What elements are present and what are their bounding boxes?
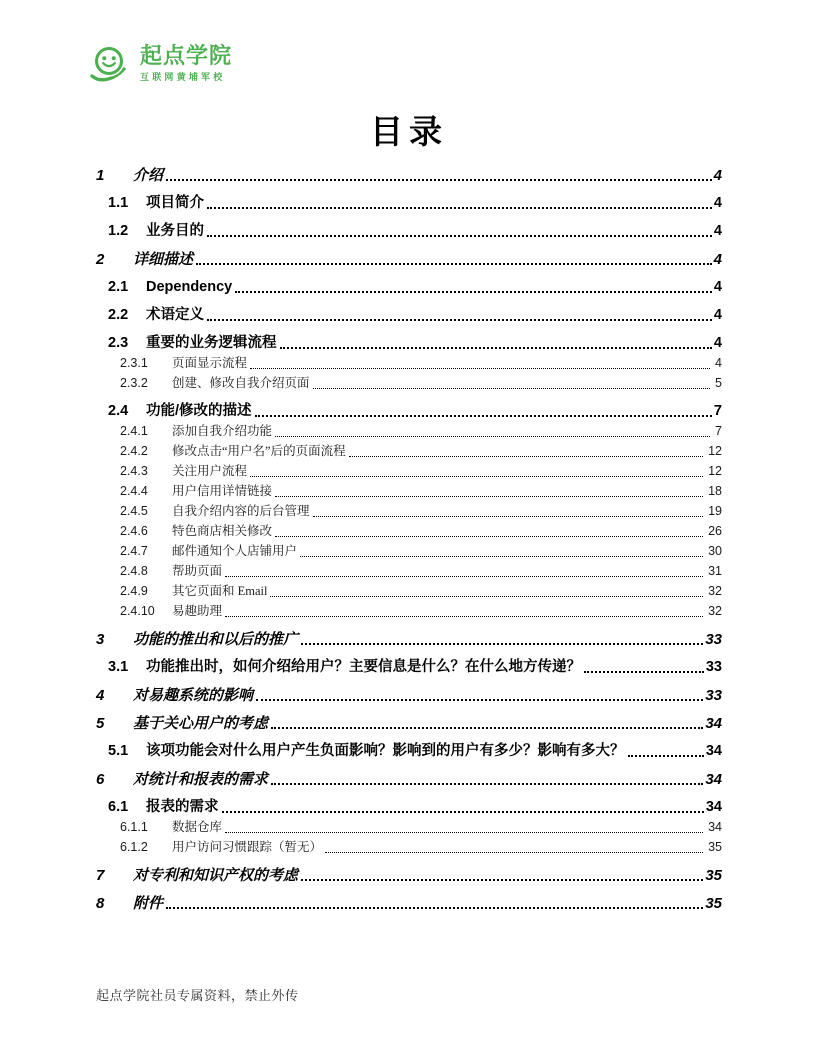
toc-entry-label: 基于关心用户的考虑: [133, 715, 269, 732]
toc-entry-number: 2.2: [108, 307, 129, 323]
toc-entry[interactable]: [96, 839, 722, 856]
toc-entry-page: 34: [705, 743, 722, 759]
dotted-leader: [225, 832, 703, 833]
dotted-leader: [250, 476, 703, 477]
dotted-leader: [275, 436, 710, 437]
toc-entry-label: 该项功能会对什么用户产生负面影响？影响到的用户有多少？影响有多大？: [146, 743, 625, 759]
toc-entry[interactable]: [96, 403, 722, 420]
toc-entry[interactable]: [96, 603, 722, 620]
toc-entry-label: 其它页面和 Email: [172, 584, 268, 598]
toc-entry-label: 用户信用详情链接: [172, 484, 273, 498]
toc-entry-label: 重要的业务逻辑流程: [146, 335, 277, 351]
toc-entry-label: 创建、修改自我介绍页面: [172, 376, 310, 390]
dotted-leader: [235, 291, 712, 293]
dotted-leader: [166, 907, 703, 909]
toc-entry[interactable]: [96, 687, 722, 704]
toc-entry[interactable]: [96, 195, 722, 212]
toc-entry-page: 7: [713, 403, 722, 419]
dotted-leader: [325, 852, 703, 853]
toc-entry-page: 35: [708, 840, 722, 854]
dotted-leader: [222, 811, 704, 813]
logo-text: [140, 44, 232, 83]
toc-entry-label: 页面显示流程: [172, 356, 248, 370]
toc-entry-label: 易趣助理: [172, 604, 223, 618]
toc-entry[interactable]: [96, 355, 722, 372]
dotted-leader: [275, 536, 703, 537]
toc-entry-number: 6: [96, 771, 105, 788]
dotted-leader: [301, 643, 703, 645]
toc-entry[interactable]: [96, 715, 722, 732]
toc-entry-label: 功能推出时，如何介绍给用户？主要信息是什么？在什么地方传递？: [146, 659, 581, 675]
toc-entry-page: 32: [708, 604, 722, 618]
toc-entry-number: 2.4.2: [120, 444, 148, 458]
dotted-leader: [280, 347, 712, 349]
toc-entry[interactable]: [96, 307, 722, 324]
toc-entry[interactable]: [96, 867, 722, 884]
table-of-contents: [96, 167, 722, 912]
toc-entry-number: 2.3: [108, 335, 129, 351]
toc-entry-number: 1.1: [108, 195, 129, 211]
page-footer: [96, 985, 299, 1004]
toc-entry-number: 2.4.7: [120, 544, 148, 558]
toc-entry-page: 33: [705, 631, 722, 648]
toc-entry-label: 项目简介: [146, 195, 204, 211]
toc-entry-number: 2: [96, 251, 105, 268]
dotted-leader: [255, 415, 712, 417]
toc-entry-label: Dependency: [146, 279, 233, 295]
toc-entry[interactable]: [96, 167, 722, 184]
toc-entry-page: 35: [705, 867, 722, 884]
toc-entry-page: 4: [713, 223, 722, 239]
toc-entry[interactable]: [96, 335, 722, 352]
toc-entry-number: 2.4.6: [120, 524, 148, 538]
logo-title: 起点学院: [140, 43, 233, 68]
toc-entry-label: 邮件通知个人店铺用户: [172, 544, 298, 558]
page-title: 目录: [370, 115, 448, 151]
dotted-leader: [166, 179, 712, 181]
toc-entry-number: 4: [96, 687, 105, 704]
toc-entry[interactable]: [96, 895, 722, 912]
dotted-leader: [271, 727, 703, 729]
toc-entry-page: 4: [715, 356, 722, 370]
toc-entry[interactable]: [96, 251, 722, 268]
dotted-leader: [207, 235, 712, 237]
dotted-leader: [196, 263, 712, 265]
dotted-leader: [275, 496, 703, 497]
dotted-leader: [584, 671, 704, 673]
toc-entry-number: 2.4.8: [120, 564, 148, 578]
logo: [90, 44, 722, 102]
toc-entry-number: 2.4.3: [120, 464, 148, 478]
toc-entry[interactable]: [96, 799, 722, 816]
toc-entry-number: 2.1: [108, 279, 129, 295]
toc-entry-page: 12: [708, 444, 722, 458]
toc-entry-page: 26: [708, 524, 722, 538]
toc-entry[interactable]: [96, 223, 722, 240]
toc-entry-page: 33: [705, 687, 722, 704]
toc-entry-label: 功能的推出和以后的推广: [133, 631, 299, 648]
toc-entry[interactable]: [96, 443, 722, 460]
toc-entry-number: 2.4.10: [120, 604, 155, 618]
logo-subtitle: 互联网黄埔军校: [140, 72, 226, 82]
dotted-leader: [270, 596, 703, 597]
toc-entry-number: 2.3.1: [120, 356, 148, 370]
toc-entry-number: 2.4.9: [120, 584, 148, 598]
toc-entry-page: 4: [713, 307, 722, 323]
toc-entry-page: 19: [708, 504, 722, 518]
toc-entry-page: 34: [705, 715, 722, 732]
toc-entry-number: 1: [96, 167, 105, 184]
toc-entry-page: 34: [708, 820, 722, 834]
toc-entry-number: 6.1.2: [120, 840, 148, 854]
toc-entry-page: 32: [708, 584, 722, 598]
toc-entry-page: 34: [705, 799, 722, 815]
dotted-leader: [313, 388, 711, 389]
toc-entry-page: 7: [715, 424, 722, 438]
dotted-leader: [301, 879, 703, 881]
footer-text: 起点学院社员专属资料，禁止外传: [96, 988, 299, 1003]
dotted-leader: [207, 319, 712, 321]
dotted-leader: [225, 616, 703, 617]
dotted-leader: [225, 576, 703, 577]
toc-entry-number: 2.3.2: [120, 376, 148, 390]
dotted-leader: [256, 699, 703, 701]
toc-entry-number: 2.4.1: [120, 424, 148, 438]
toc-entry-page: 4: [713, 167, 722, 184]
toc-entry-label: 用户访问习惯跟踪（暂无）: [172, 840, 323, 854]
toc-entry-number: 6.1: [108, 799, 129, 815]
toc-entry[interactable]: [96, 279, 722, 296]
dotted-leader: [271, 783, 703, 785]
toc-entry-number: 2.4.4: [120, 484, 148, 498]
toc-entry-label: 关注用户流程: [172, 464, 248, 478]
toc-entry-page: 4: [713, 335, 722, 351]
toc-entry[interactable]: [96, 659, 722, 676]
toc-entry-number: 2.4: [108, 403, 129, 419]
toc-entry[interactable]: [96, 583, 722, 600]
toc-entry[interactable]: [96, 563, 722, 580]
toc-entry-page: 4: [713, 279, 722, 295]
dotted-leader: [628, 755, 704, 757]
toc-entry-page: 12: [708, 464, 722, 478]
toc-entry-label: 对专利和知识产权的考虑: [133, 867, 299, 884]
toc-entry-label: 业务目的: [146, 223, 204, 239]
toc-entry-page: 4: [713, 195, 722, 211]
dotted-leader: [300, 556, 703, 557]
dotted-leader: [207, 207, 712, 209]
toc-entry-label: 附件: [133, 895, 164, 912]
toc-entry-label: 术语定义: [146, 307, 204, 323]
toc-entry[interactable]: [96, 523, 722, 540]
toc-entry-label: 对统计和报表的需求: [133, 771, 269, 788]
toc-entry-number: 5.1: [108, 743, 129, 759]
toc-entry[interactable]: [96, 819, 722, 836]
toc-entry-page: 35: [705, 895, 722, 912]
toc-entry-number: 6.1.1: [120, 820, 148, 834]
toc-entry-label: 添加自我介绍功能: [172, 424, 273, 438]
toc-entry-page: 34: [705, 771, 722, 788]
dotted-leader: [349, 456, 703, 457]
toc-entry-label: 数据仓库: [172, 820, 223, 834]
toc-entry-number: 5: [96, 715, 105, 732]
dotted-leader: [313, 516, 704, 517]
toc-entry-label: 功能/修改的描述: [146, 403, 252, 419]
toc-entry[interactable]: [96, 423, 722, 440]
toc-entry-page: 30: [708, 544, 722, 558]
toc-entry-number: 2.4.5: [120, 504, 148, 518]
toc-entry[interactable]: [96, 483, 722, 500]
toc-entry[interactable]: [96, 463, 722, 480]
toc-entry-number: 1.2: [108, 223, 129, 239]
toc-entry[interactable]: [96, 631, 722, 648]
dotted-leader: [250, 368, 710, 369]
toc-entry-label: 详细描述: [133, 251, 194, 268]
toc-entry-page: 31: [708, 564, 722, 578]
toc-entry-label: 特色商店相关修改: [172, 524, 273, 538]
toc-entry-number: 8: [96, 895, 105, 912]
toc-entry[interactable]: [96, 543, 722, 560]
toc-entry-label: 自我介绍内容的后台管理: [172, 504, 310, 518]
toc-entry-page: 4: [713, 251, 722, 268]
toc-entry-label: 报表的需求: [146, 799, 219, 815]
toc-entry-number: 3.1: [108, 659, 129, 675]
toc-entry-page: 33: [705, 659, 722, 675]
toc-entry-label: 对易趣系统的影响: [133, 687, 254, 704]
toc-entry-number: 7: [96, 867, 105, 884]
toc-entry-number: 3: [96, 631, 105, 648]
toc-entry[interactable]: [96, 503, 722, 520]
toc-entry-page: 18: [708, 484, 722, 498]
toc-entry[interactable]: [96, 771, 722, 788]
toc-entry[interactable]: [96, 743, 722, 760]
smiley-q-swoosh-icon: [90, 45, 134, 89]
toc-entry-label: 帮助页面: [172, 564, 223, 578]
toc-entry-label: 介绍: [133, 167, 164, 184]
toc-entry-label: 修改点击“用户名”后的页面流程: [172, 444, 346, 458]
toc-entry[interactable]: [96, 375, 722, 392]
toc-entry-page: 5: [715, 376, 722, 390]
